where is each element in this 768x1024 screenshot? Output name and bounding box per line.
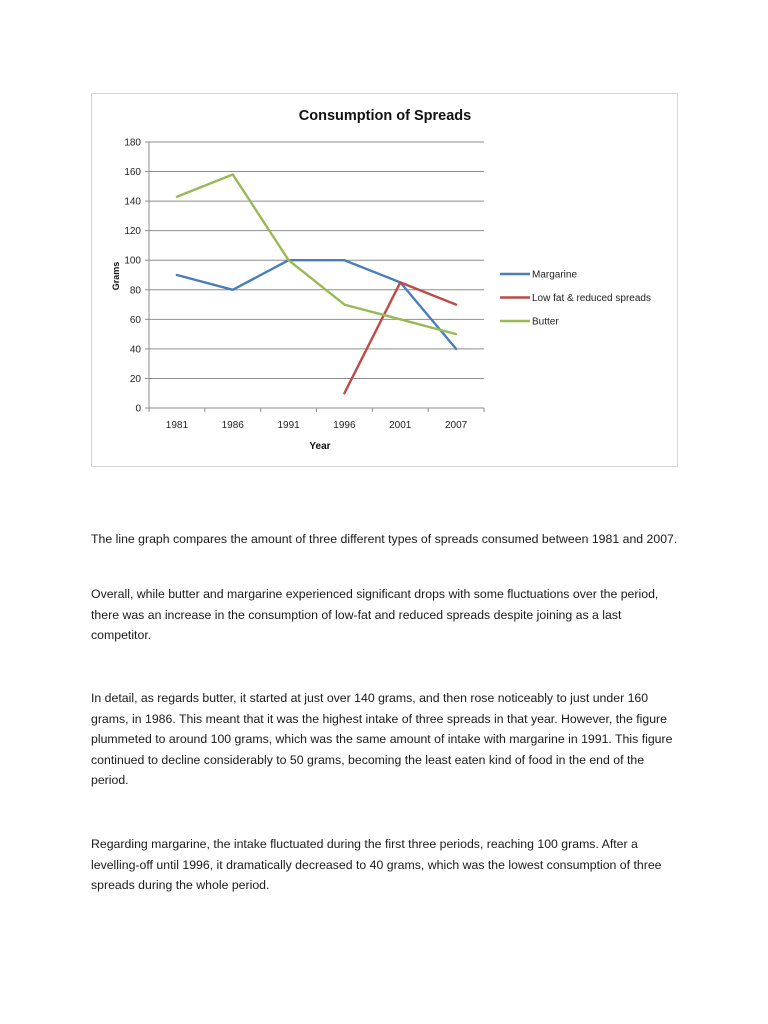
y-tick-label: 60 — [129, 314, 141, 326]
chart-frame — [91, 93, 678, 467]
legend-label: Low fat & reduced spreads — [532, 293, 651, 304]
y-axis-label: Grams — [111, 261, 121, 291]
legend-label: Margarine — [532, 269, 578, 281]
x-tick-label: 1986 — [221, 420, 244, 431]
y-tick-label: 120 — [124, 226, 141, 238]
series-line-low-fat-reduced-spreads — [344, 282, 456, 393]
line-chart — [92, 94, 679, 468]
y-tick-label: 40 — [129, 344, 141, 356]
x-tick-label: 1996 — [333, 420, 356, 431]
legend-label: Butter — [532, 316, 559, 328]
paragraph-butter: In detail, as regards butter, it started at just over 140 grams, and then rose noticeably to just under 160 grams, in 1986. This meant that it was the highest intake of three spreads in that year. However, the figure plummeted to around 100 grams, which was the same amount of intake with margarine in 1991. This figure continued to decline considerably to 50 grams, becoming the least eaten kind of food in the end of the period. — [91, 691, 673, 788]
chart-title: Consumption of Spreads — [298, 108, 472, 124]
series-line-margarine — [177, 260, 456, 349]
x-tick-label: 2001 — [389, 420, 412, 431]
y-tick-label: 160 — [124, 167, 141, 179]
x-tick-label: 1981 — [165, 420, 189, 431]
y-tick-label: 140 — [124, 196, 141, 208]
y-tick-label: 20 — [129, 373, 141, 385]
x-tick-label: 1991 — [277, 420, 300, 431]
paragraph-overview: Overall, while butter and margarine experienced significant drops with some fluctuations over the period, there was an increase in the consumption of low-fat and reduced spreads despite joining as a last competitor. — [91, 587, 659, 643]
y-tick-label: 180 — [124, 137, 141, 149]
paragraph-intro: The line graph compares the amount of three different types of spreads consumed between 1981 and 2007. — [91, 532, 678, 546]
y-tick-label: 100 — [124, 255, 141, 267]
x-axis-label: Year — [309, 441, 331, 452]
y-tick-label: 0 — [135, 403, 141, 415]
series-line-butter — [177, 175, 456, 335]
x-tick-label: 2007 — [444, 420, 468, 431]
y-tick-label: 80 — [129, 285, 141, 297]
paragraph-margarine: Regarding margarine, the intake fluctuated during the first three periods, reaching 100 grams. After a levelling-off until 1996, it dramatically decreased to 40 grams, which was the lowest consumption of three spreads during the whole period. — [91, 837, 662, 893]
